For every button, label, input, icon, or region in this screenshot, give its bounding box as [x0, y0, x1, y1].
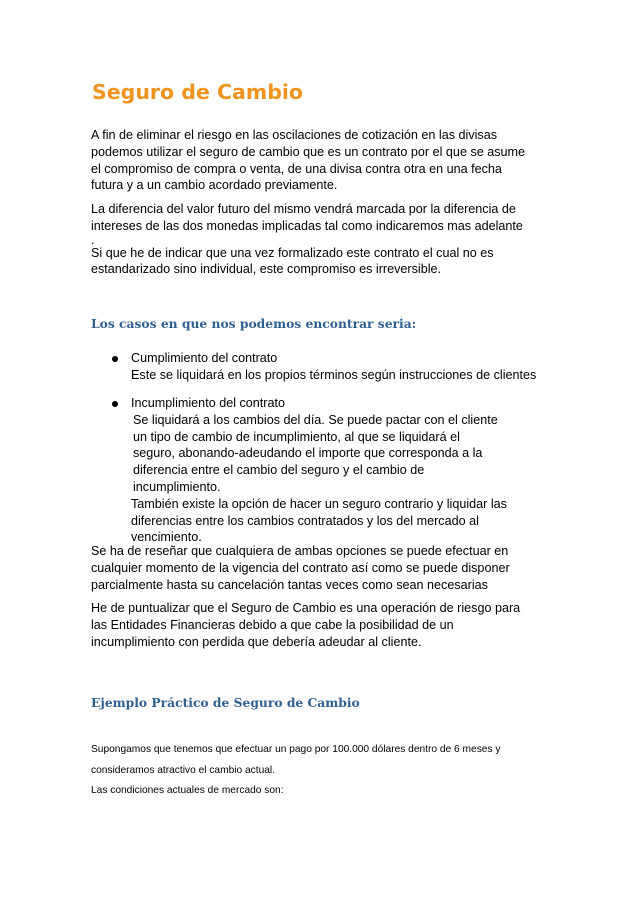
- paragraph-line: el compromiso de compra o venta, de una divisa contra otra en una fecha: [91, 161, 502, 176]
- bullet-icon: [112, 401, 118, 407]
- case-incumplimiento: [131, 395, 507, 546]
- example-paragraph: [91, 739, 500, 781]
- case-text: Este se liquidará en los propios términos según instrucciones de clientes: [131, 367, 537, 382]
- intro-paragraph: [91, 127, 525, 194]
- paragraph-line: incumplimiento con perdida que debería adeudar al cliente.: [91, 634, 422, 649]
- case-line: Se liquidará a los cambios del día. Se puede pactar con el cliente: [133, 412, 498, 427]
- paragraph-line: cualquier momento de la vigencia del contrato así como se puede disponer: [91, 560, 510, 575]
- case-line: vencimiento.: [131, 530, 202, 545]
- case-line: También existe la opción de hacer un seguro contrario y liquidar las: [131, 496, 507, 511]
- paragraph-line: intereses de las dos monedas implicadas tal como indicaremos mas adelante: [91, 218, 523, 233]
- paragraph-line: consideramos atractivo el cambio actual.: [91, 765, 276, 776]
- paragraph-line: Si que he de indicar que una vez formalizado este contrato el cual no es: [91, 245, 494, 260]
- second-paragraph: [91, 201, 523, 278]
- case-line: diferencias entre los cambios contratados y los del mercado al: [131, 513, 479, 528]
- paragraph-line: parcialmente hasta su cancelación tantas veces como sean necesarias: [91, 577, 488, 592]
- document-title: Seguro de Cambio: [92, 80, 304, 104]
- fourth-paragraph: [91, 600, 520, 650]
- case-line: seguro, abonando-adeudando el importe que corresponda a la: [133, 446, 483, 461]
- paragraph-line: las Entidades Financieras debido a que cabe la posibilidad de un: [91, 617, 454, 632]
- case-line: diferencia entre el cambio del seguro y el cambio de: [133, 463, 425, 478]
- case-line: un tipo de cambio de incumplimiento, al que se liquidará el: [133, 429, 460, 444]
- paragraph-line: He de puntualizar que el Seguro de Cambio es una operación de riesgo para: [91, 601, 521, 615]
- paragraph-line: .: [91, 232, 95, 247]
- third-paragraph: [91, 543, 510, 593]
- paragraph-line: estandarizado sino individual, este compromiso es irreversible.: [91, 262, 441, 277]
- conditions-text: Las condiciones actuales de mercado son:: [91, 785, 284, 796]
- paragraph-line: A fin de eliminar el riesgo en las oscilaciones de cotización en las divisas: [91, 128, 498, 142]
- case-title: Incumplimiento del contrato: [131, 396, 286, 410]
- example-heading: Ejemplo Práctico de Seguro de Cambio: [91, 695, 360, 710]
- case-cumplimiento: [131, 350, 536, 384]
- paragraph-line: futura y a un cambio acordado previamente.: [91, 178, 338, 193]
- case-line: incumplimiento.: [133, 479, 221, 494]
- case-title: Cumplimiento del contrato: [131, 351, 278, 365]
- paragraph-line: Supongamos que tenemos que efectuar un pago por 100.000 dólares dentro de 6 meses y: [91, 744, 501, 755]
- paragraph-line: Se ha de reseñar que cualquiera de ambas opciones se puede efectuar en: [91, 544, 509, 558]
- paragraph-line: La diferencia del valor futuro del mismo vendrá marcada por la diferencia de: [91, 202, 516, 216]
- cases-heading: Los casos en que nos podemos encontrar seria:: [91, 316, 417, 331]
- paragraph-line: podemos utilizar el seguro de cambio que es un contrato por el que se asume: [91, 144, 526, 159]
- bullet-icon: [112, 356, 118, 362]
